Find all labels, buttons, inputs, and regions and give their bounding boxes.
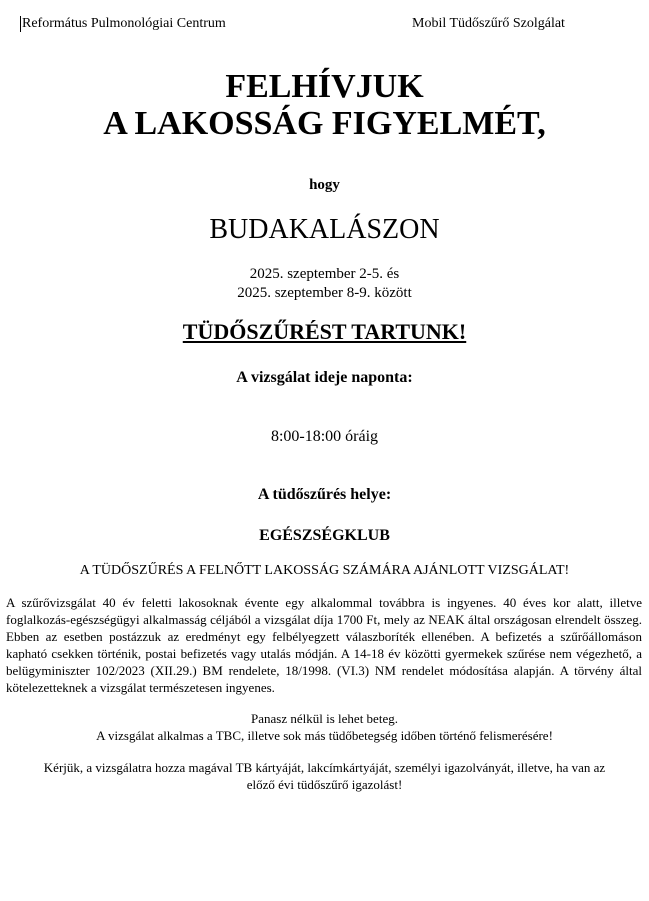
schedule-hours: 8:00-18:00 óráig xyxy=(270,428,379,445)
location-label: A tüdőszűrés helye: xyxy=(257,486,392,503)
request-block xyxy=(0,759,649,793)
note-line-1: Panasz nélkül is lehet beteg. xyxy=(251,711,398,726)
headline: TÜDŐSZŰRÉST TARTUNK! xyxy=(182,319,467,344)
announcement-title xyxy=(0,68,649,142)
recommendation-text: A TÜDŐSZŰRÉS A FELNŐTT LAKOSSÁG SZÁMÁRA AJÁNLOTT VIZSGÁLAT! xyxy=(79,563,570,578)
dates-line-1: 2025. szeptember 2-5. és xyxy=(249,266,400,282)
note-line-2: A vizsgálat alkalmas a TBC, illetve sok más tüdőbetegség időben történő felismerésére! xyxy=(96,728,553,743)
request-line-2: előző évi tüdőszűrő igazolást! xyxy=(246,777,403,792)
town-name: BUDAKALÁSZON xyxy=(209,214,440,245)
document-header xyxy=(0,16,649,36)
dates-line-2: 2025. szeptember 8-9. között xyxy=(237,285,412,301)
location-venue: EGÉSZSÉGKLUB xyxy=(259,527,390,544)
title-line-1: FELHÍVJUK xyxy=(225,68,424,105)
body-paragraph: A szűrővizsgálat 40 év feletti lakosoknak évente egy alkalommal továbbra is ingyenes. 40 éves kor alatt, illetve foglalkozás-egészségügyi alkalmasság céljából a vizsgálat díja 1700 Ft, mely az NEAK által országosan elrendelt összeg. Ebben az esetben postázzuk az eredményt egy felbélyegzett válaszboríték ellenében. A befizetés a szűrőállomáson kapható csekken történik, postai befizetés vagy utalás módján. A 14-18 év közötti gyermekek szűrése nem végezhető, a belügyminiszter 102/2023 (XII.29.) BM rendelete, 18/1998. (VI.3) NM rendelet módosítása alapján. A törvény által kötelezetteknek a vizsgálat természetesen ingyenes. xyxy=(6,595,642,695)
conjunction-text: hogy xyxy=(309,177,340,193)
note-block xyxy=(0,710,649,744)
header-organization: Református Pulmonológiai Centrum xyxy=(22,16,226,31)
schedule-label: A vizsgálat ideje naponta: xyxy=(236,369,413,386)
screening-dates xyxy=(0,265,649,303)
request-line-1: Kérjük, a vizsgálatra hozza magával TB kártyáját, lakcímkártyáját, személyi igazolványát, illetve, ha van az xyxy=(43,760,606,775)
header-service: Mobil Tüdőszűrő Szolgálat xyxy=(412,16,565,31)
title-line-2: A LAKOSSÁG FIGYELMÉT, xyxy=(103,105,546,142)
